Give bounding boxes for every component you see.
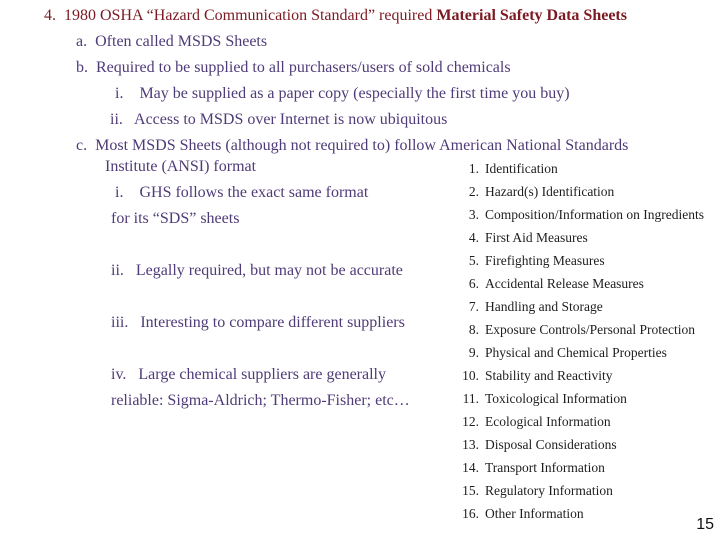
item-c-iv (111, 365, 386, 385)
list-item: 9. Physical and Chemical Properties (468, 345, 667, 360)
list-item: 11. Toxicological Information (462, 391, 627, 406)
item-marker: iv. (111, 366, 127, 383)
list-item: 12. Ecological Information (462, 414, 611, 429)
item-text: reliable: Sigma-Aldrich; Thermo-Fisher; etc… (111, 392, 410, 409)
item-text: Large chemical suppliers are generally (138, 366, 386, 383)
item-text: for its “SDS” sheets (111, 210, 240, 227)
list-item: 4. First Aid Measures (468, 230, 588, 245)
item-marker: a. (76, 33, 88, 50)
item-b-i (115, 84, 570, 104)
item-b-ii (110, 110, 447, 130)
item-marker: c. (76, 137, 88, 154)
item-text: May be supplied as a paper copy (especially the first time you buy) (139, 85, 570, 102)
heading-number: 4. (44, 7, 56, 24)
item-text: GHS follows the exact same format (139, 184, 369, 201)
item-marker: b. (76, 59, 88, 76)
item-marker: ii. (110, 111, 123, 128)
item-marker: i. (115, 184, 124, 201)
item-b (76, 58, 511, 78)
item-c-ii (111, 261, 403, 281)
list-item: 5. Firefighting Measures (468, 253, 605, 268)
list-item: 6. Accidental Release Measures (468, 276, 644, 291)
item-text: Often called MSDS Sheets (95, 33, 268, 50)
item-marker: iii. (111, 314, 129, 331)
item-c-iii (111, 313, 405, 333)
page-number: 15 (696, 516, 714, 533)
item-c-iv-continued (111, 391, 410, 411)
heading-line (44, 6, 627, 26)
list-item: 15. Regulatory Information (462, 483, 613, 498)
heading-text: 1980 OSHA “Hazard Communication Standard” required (64, 7, 437, 24)
item-text: Interesting to compare different suppliers (140, 314, 405, 331)
item-text: Legally required, but may not be accurate (135, 262, 403, 279)
item-text: Access to MSDS over Internet is now ubiquitous (134, 111, 448, 128)
item-c-i-continued (111, 209, 239, 229)
list-item: 16. Other Information (462, 506, 584, 521)
item-c-continued (105, 157, 256, 177)
item-a (76, 32, 267, 52)
item-text: Institute (ANSI) format (105, 158, 257, 175)
item-text: Required to be supplied to all purchasers/users of sold chemicals (96, 59, 511, 76)
list-item: 8. Exposure Controls/Personal Protection (468, 322, 695, 337)
list-item: 10. Stability and Reactivity (462, 368, 613, 383)
list-item: 3. Composition/Information on Ingredients (468, 207, 704, 222)
item-marker: i. (115, 85, 124, 102)
item-c-i (115, 183, 368, 203)
list-item: 7. Handling and Storage (468, 299, 603, 314)
list-item: 2. Hazard(s) Identification (468, 184, 615, 199)
list-item: 1. Identification (468, 161, 558, 176)
heading-emphasis: Material Safety Data Sheets (436, 7, 627, 24)
item-c (76, 136, 628, 156)
item-marker: ii. (111, 262, 124, 279)
list-item: 14. Transport Information (462, 460, 605, 475)
list-item: 13. Disposal Considerations (462, 437, 617, 452)
item-text: Most MSDS Sheets (although not required to) follow American National Standards (95, 137, 629, 154)
